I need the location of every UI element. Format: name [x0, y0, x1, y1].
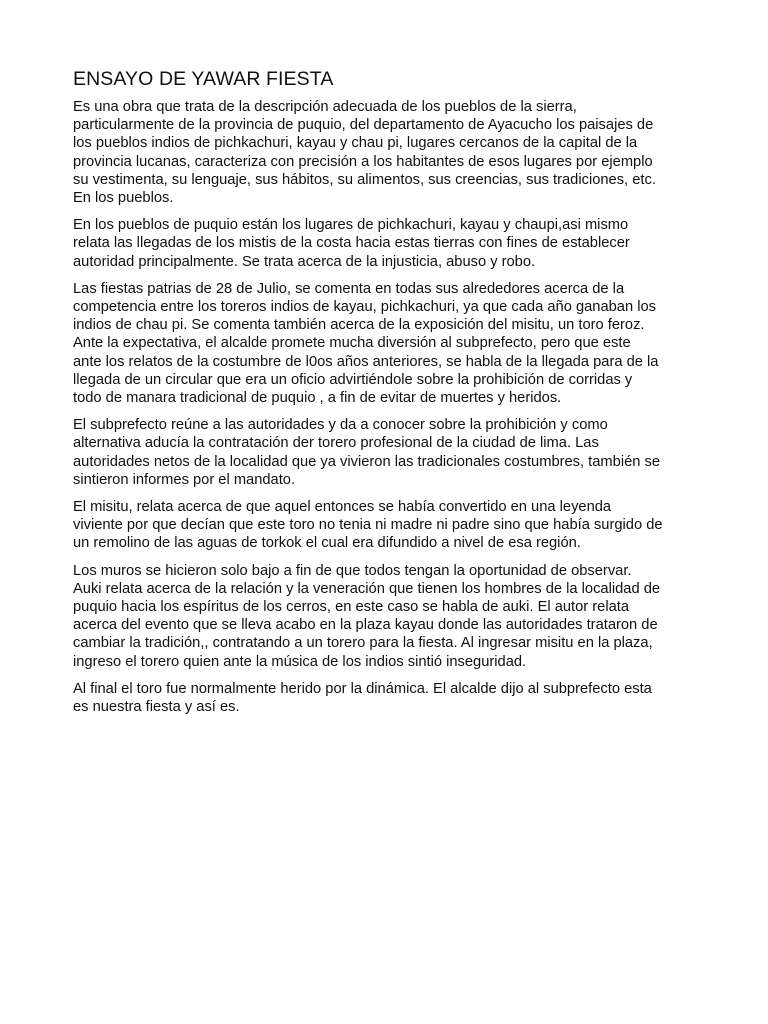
paragraph-5: El misitu, relata acerca de que aquel entonces se había convertido en una leyenda viviente por que decían que este toro no tenia ni madre ni padre sino que había surgido de un remolino de las aguas de torkok el cual era difundido a nivel de esa región.: [73, 499, 663, 552]
document-title: ENSAYO DE YAWAR FIESTA: [73, 68, 334, 90]
paragraph-3: Las fiestas patrias de 28 de Julio, se comenta en todas sus alrededores acerca de la competencia entre los toreros indios de kayau, pichkachuri, ya que cada año ganaban los indios de chau pi. Se comenta también acerca de la exposición del misitu, un toro feroz. Ante la expectativa, el alcalde promete mucha diversión al subprefecto, pero que este ante los relatos de la costumbre de l0os años anteriores, se habla de la llegada para de la llegada de un circular que era un oficio advirtiéndole sobre la prohibición de corridas y todo de manara tradicional de puquio , a fin de evitar de muertes y heridos.: [73, 280, 659, 407]
paragraph-2: En los pueblos de puquio están los lugares de pichkachuri, kayau y chaupi,asi mismo relata las llegadas de los mistis de la costa hacia estas tierras con fines de establecer autoridad principalmente. Se trata acerca de la injusticia, abuso y robo.: [73, 217, 630, 270]
paragraph-6: Los muros se hicieron solo bajo a fin de que todos tengan la oportunidad de observar. Auki relata acerca de la relación y la veneración que tienen los hombres de la localidad de puquio hacia los espíritus de los cerros, en este caso se habla de auki. El autor relata acerca del evento que se lleva acabo en la plaza kayau donde las autoridades trataron de cambiar la tradición,, contratando a un torero para la fiesta. Al ingresar misitu en la plaza, ingreso el torero quien ante la música de los indios sintió inseguridad.: [73, 562, 661, 670]
paragraph-1: Es una obra que trata de la descripción adecuada de los pueblos de la sierra, particularmente de la provincia de puquio, del departamento de Ayacucho los paisajes de los pueblos indios de pichkachuri, kayau y chau pi, lugares cercanos de la capital de la provincia lucanas, caracteriza con precisión a los habitantes de esos lugares por ejemplo su vestimenta, su lenguaje, sus hábitos, su alimentos, sus creencias, sus tradiciones, etc. En los pueblos.: [73, 99, 656, 207]
paragraph-7: Al final el toro fue normalmente herido por la dinámica. El alcalde dijo al subprefecto esta es nuestra fiesta y así es.: [73, 680, 652, 716]
paragraph-4: El subprefecto reúne a las autoridades y da a conocer sobre la prohibición y como alternativa aducía la contratación der torero profesional de la ciudad de lima. Las autoridades netos de la localidad que ya vivieron las tradicionales costumbres, también se sintieron informes por el mandato.: [73, 417, 661, 488]
